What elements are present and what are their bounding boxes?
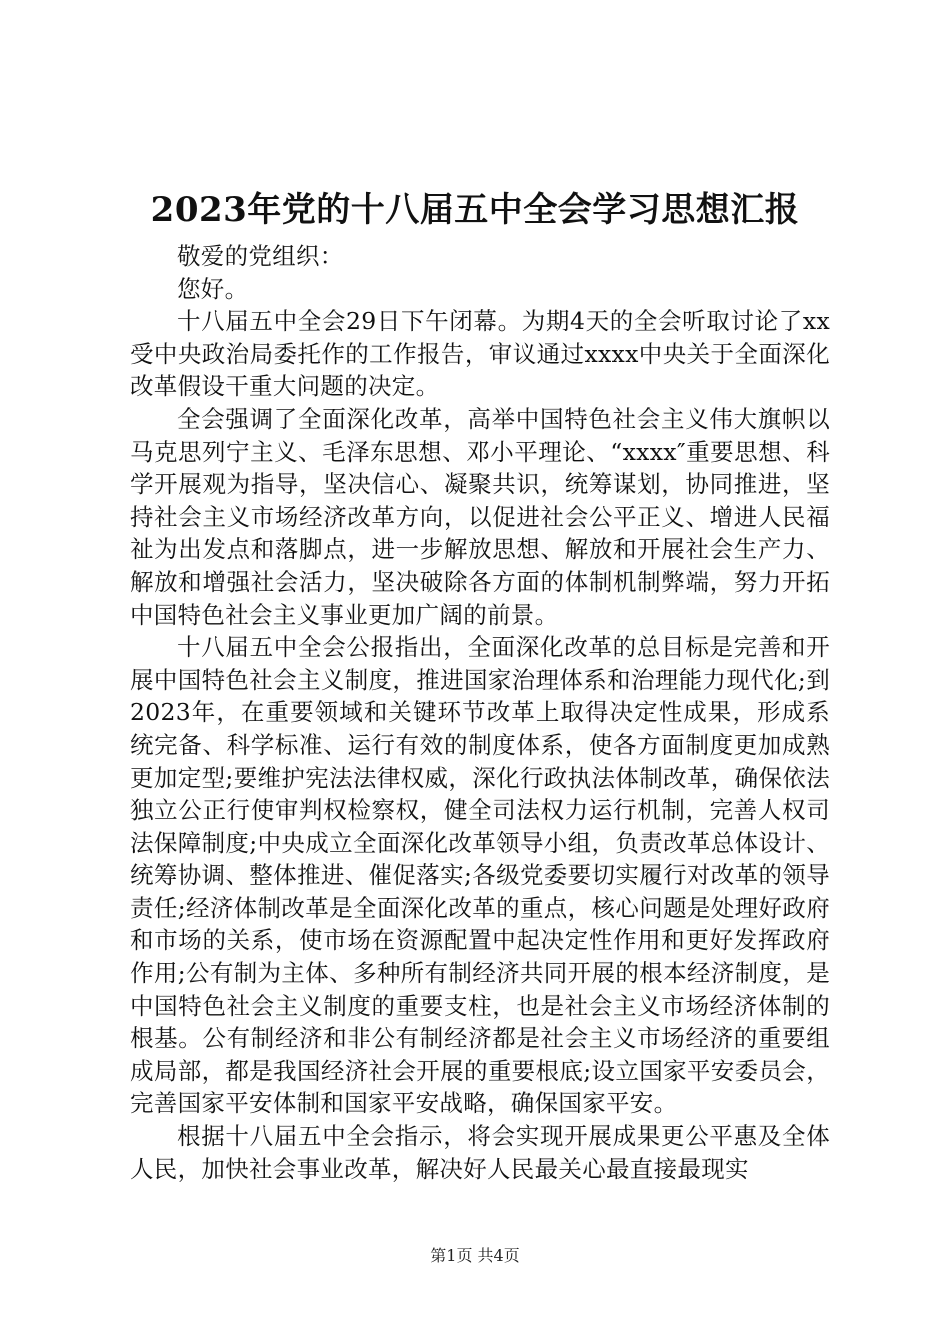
paragraph-1: 十八届五中全会29日下午闭幕。为期4天的全会听取讨论了xx受中央政治局委托作的工作报告，审议通过xxxx中央关于全面深化改革假设干重大问题的决定。 bbox=[130, 307, 830, 401]
document-body bbox=[130, 240, 830, 1185]
greeting: 您好。 bbox=[177, 274, 249, 303]
salutation: 敬爱的党组织： bbox=[177, 242, 344, 270]
document-title: 2023年党的十八届五中全会学习思想汇报 bbox=[150, 190, 800, 230]
paragraph-3: 十八届五中全会公报指出，全面深化改革的总目标是完善和开展中国特色社会主义制度，推进国家治理体系和治理能力现代化;到2023年，在重要领域和关键环节改革上取得决定性成果，形成系统完备、科学标准、运行有效的制度体系，使各方面制度更加成熟更加定型;要维护宪法法律权威，深化行政执法体制改革，确保依法独立公正行使审判权检察权，健全司法权力运行机制，完善人权司法保障制度;中央成立全面深化改革领导小组，负责改革总体设计、统筹协调、整体推进、催促落实;各级党委要切实履行对改革的领导责任;经济体制改革是全面深化改革的重点，核心问题是处理好政府和市场的关系，使市场在资源配置中起决定性作用和更好发挥政府作用;公有制为主体、多种所有制经济共同开展的根本经济制度，是中国特色社会主义制度的重要支柱，也是社会主义市场经济体制的根基。公有制经济和非公有制经济都是社会主义市场经济的重要组成局部，都是我国经济社会开展的重要根底;设立国家平安委员会，完善国家平安体制和国家平安战略，确保国家平安。 bbox=[130, 633, 830, 1118]
paragraph-4: 根据十八届五中全会指示，将会实现开展成果更公平惠及全体人民，加快社会事业改革，解决好人民最关心最直接最现实 bbox=[130, 1122, 830, 1183]
paragraph-2: 全会强调了全面深化改革，高举中国特色社会主义伟大旗帜以马克思列宁主义、毛泽东思想、邓小平理论、“xxxx″重要思想、科学开展观为指导，坚决信心、凝聚共识，统筹谋划，协同推进，坚持社会主义市场经济改革方向，以促进社会公平正义、增进人民福祉为出发点和落脚点，进一步解放思想、解放和开展社会生产力、解放和增强社会活力，坚决破除各方面的体制机制弊端，努力开拓中国特色社会主义事业更加广阔的前景。 bbox=[130, 404, 830, 629]
page-number-footer: 第1页 共4页 bbox=[430, 1246, 520, 1265]
